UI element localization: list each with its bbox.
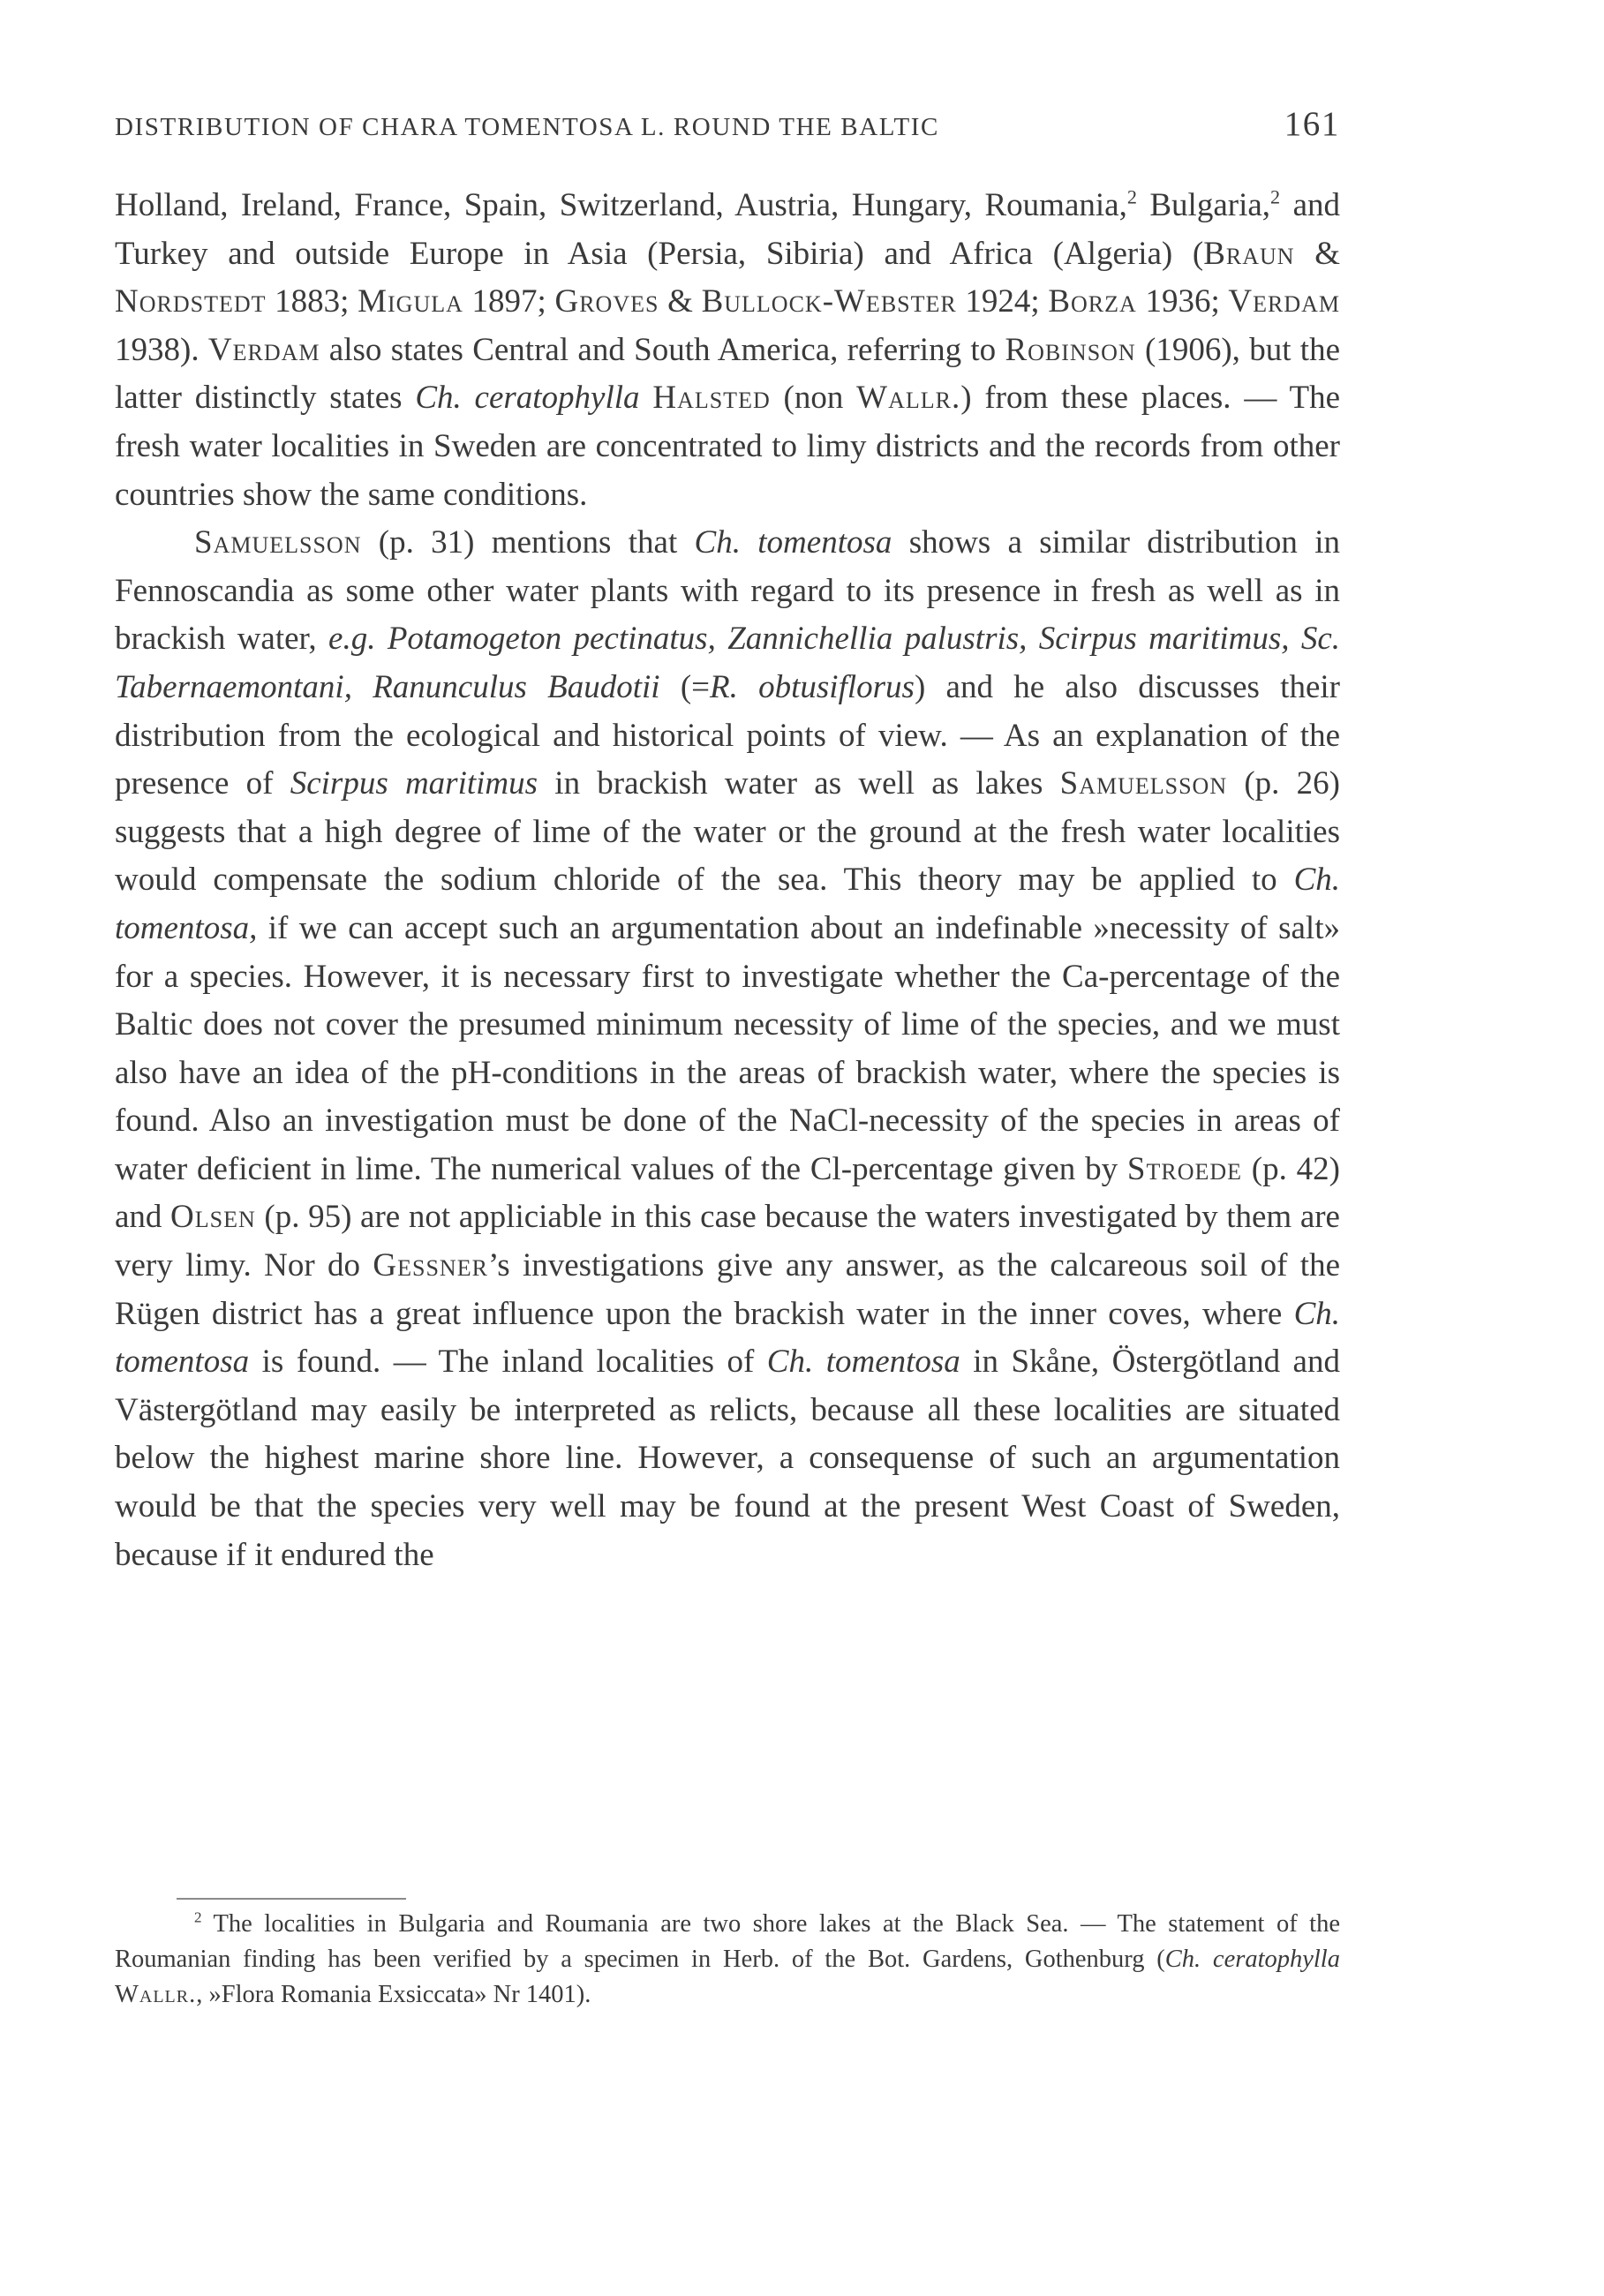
footnote-mark: 2 (194, 1908, 202, 1926)
author-name: Wallr. (115, 1981, 197, 2008)
body-text (115, 182, 1340, 1579)
author-name: Verdam (1228, 283, 1341, 320)
author-name: Bullock-Webster (701, 283, 957, 320)
text-run: & (659, 283, 702, 320)
text-run: Holland, Ireland, France, Spain, Switzerland, Austria, Hungary, Roumania, (115, 187, 1127, 223)
text-run: 1938). (115, 331, 208, 368)
species-name: Ch. ceratophylla (1164, 1946, 1340, 1973)
author-name: Groves (554, 283, 659, 320)
text-run: in Skåne, Östergötland and Västergötland may easily be interpreted as relicts, because all these localities are situated below the highest marine shore line. However, a consequense of such an argumentation would be that the species very well may be found at the present West Coast of Sweden, because if it endured the (115, 1344, 1340, 1573)
text-run: also states Central and South America, referring to (320, 331, 1005, 368)
text-run: in brackish water as well as lakes (538, 765, 1060, 802)
text-run: (p. 42) and (115, 1150, 1340, 1236)
text-run: ) from these places. — The fresh water localities in Sweden are concentrated to limy districts and the records from other countries show the same conditions. (115, 380, 1341, 513)
text-run: Bulgaria, (1136, 187, 1271, 223)
author-name: Halsted (652, 380, 771, 417)
footnote-rule (177, 1898, 406, 1900)
author-name: Verdam (207, 331, 320, 368)
author-name: Robinson (1005, 331, 1136, 368)
text-run: (1906), but the latter distinctly states (115, 331, 1340, 417)
text-run: (= (659, 668, 711, 705)
paragraph-1 (115, 182, 1340, 519)
author-name: Gessner (373, 1247, 488, 1284)
author-name: Wallr. (856, 380, 961, 417)
text-run: The localities in Bulgaria and Roumania are two shore lakes at the Black Sea. — The statement of the Roumanian finding has been verified by a specimen in Herb. of the Bot. Gardens, Gothenburg ( (115, 1910, 1340, 1973)
running-title: DISTRIBUTION OF CHARA TOMENTOSA L. ROUND THE BALTIC (115, 113, 939, 141)
text-run: 1897; (463, 283, 555, 320)
footnote-ref: 2 (1270, 185, 1281, 208)
footnote (115, 1907, 1340, 2013)
text-run (640, 380, 653, 416)
author-name: Braun (1203, 235, 1295, 272)
species-name: Scirpus maritimus (290, 765, 538, 802)
species-name: Ch. tomentosa (694, 524, 892, 561)
author-name: Samuelsson (194, 524, 362, 561)
text-run: 1883; (266, 283, 358, 320)
author-name: Nordstedt (115, 283, 267, 320)
text-run: ’s investigations give any answer, as the calcareous soil of the Rügen district has a great influence upon the brackish water in the inner coves, where (115, 1247, 1341, 1332)
text-run: (non (770, 380, 857, 417)
species-name: Ch. tomentosa, (115, 862, 1340, 946)
species-name: Ch. tomentosa (115, 1295, 1340, 1381)
author-name: Migula (358, 283, 463, 320)
species-name: R. obtusiflorus (710, 668, 915, 705)
text-run: (p. 26) suggests that a high degree of lime of the water or the ground at the fresh water localities would compensate the sodium chloride of the sea. This theory may be applied to (115, 765, 1340, 899)
footnote-ref: 2 (1126, 185, 1137, 208)
text-run: if we can accept such an argumentation about an indefinable »necessity of salt» for a species. However, it is necessary first to investigate whether the Ca-percentage of the Baltic does not cover the presumed minimum necessity of lime of the species, and we must also have an idea of the pH-conditions in the areas of brackish water, where the species is found. Also an investigation must be done of the NaCl-necessity of the species in areas of water deficient in lime. The numerical values of the Cl-percentage given by (115, 909, 1340, 1187)
author-name: Olsen (170, 1199, 256, 1236)
text-run: , »Flora Romania Exsiccata» Nr 1401). (196, 1981, 591, 2008)
page-number: 161 (1284, 105, 1340, 143)
author-name: Stroede (1126, 1150, 1243, 1187)
text-run: ) and he also discusses their distribution from the ecological and historical points of view. — As an explanation of the presence of (115, 668, 1340, 802)
text-run: is found. — The inland localities of (249, 1344, 767, 1381)
text-run: & (1294, 235, 1340, 272)
footnote-paragraph (115, 1907, 1340, 2013)
species-name: Ch. ceratophylla (415, 380, 640, 417)
paragraph-2 (115, 519, 1340, 1579)
species-list: e.g. Potamogeton pectinatus, Zannichellia palustris, Scirpus maritimus, Sc. Tabernaemontani, Ranunculus Baudotii (115, 621, 1341, 705)
running-header (115, 104, 1340, 150)
text-run: and Turkey and outside Europe in Asia (Persia, Sibiria) and Africa (Algeria) ( (115, 187, 1340, 272)
author-name: Borza (1048, 283, 1137, 320)
text-run: shows a similar distribution in Fennoscandia as some other water plants with regard to its presence in fresh as well as in brackish water, (115, 524, 1340, 658)
text-run: (p. 95) are not appliciable in this case because the waters investigated by them are very limy. Nor do (115, 1199, 1340, 1284)
author-name: Samuelsson (1059, 765, 1228, 802)
text-run: 1936; (1136, 283, 1229, 320)
species-name: Ch. tomentosa (766, 1344, 960, 1381)
text-run: 1924; (956, 283, 1049, 320)
text-run: (p. 31) mentions that (361, 524, 695, 561)
